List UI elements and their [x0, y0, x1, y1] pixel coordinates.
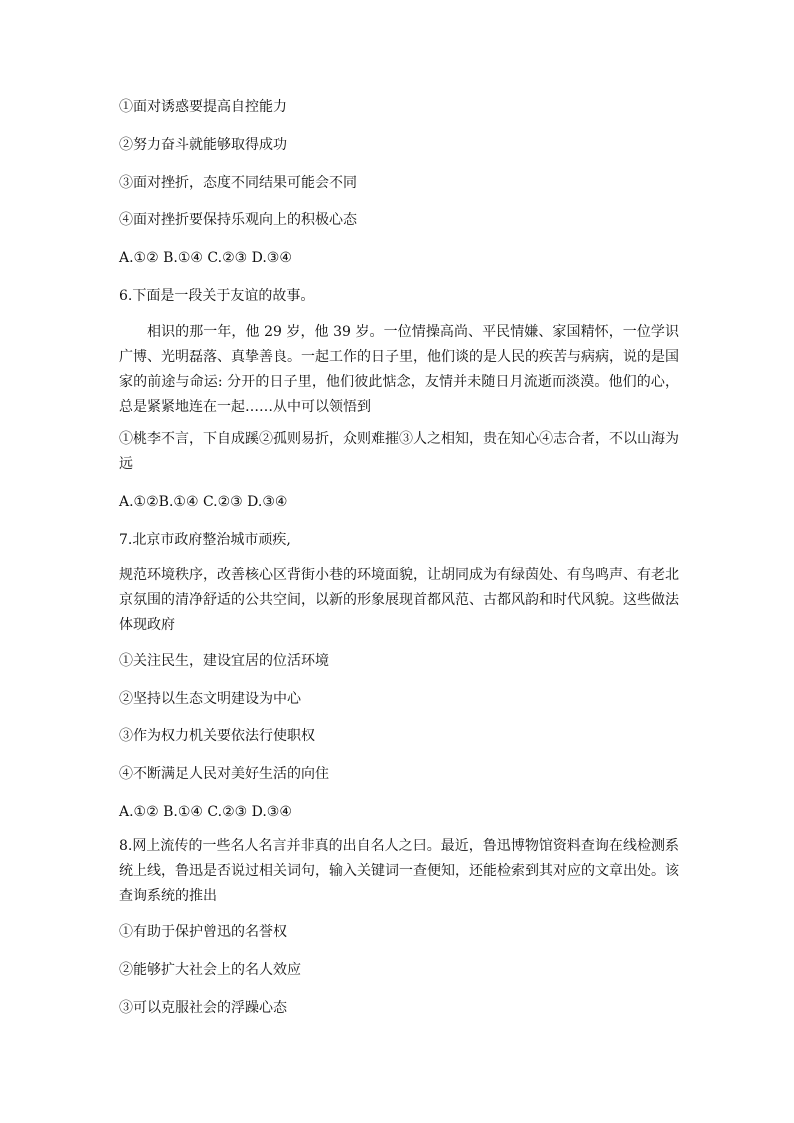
- q8-option-3: ③可以克服社会的浮躁心态: [119, 1000, 287, 1016]
- q5-option-1: ①面对诱惑要提高自控能力: [119, 99, 287, 115]
- q6-options: ①桃李不言，下自成蹊②孤则易折，众则难摧③人之相知，贵在知心④志合者，不以山海为远: [119, 431, 679, 472]
- q7-option-2: ②坚持以生态文明建设为中心: [119, 691, 301, 707]
- q7-option-1: ①关注民生，建设宜居的位活环境: [119, 653, 329, 669]
- q6-choices: A.①②B.①④ C.②③ D.③④: [119, 494, 288, 510]
- q5-choices: A.①② B.①④ C.②③ D.③④: [119, 250, 292, 266]
- q7-option-4: ④不断满足人民对美好生活的向住: [119, 766, 329, 782]
- q5-option-2: ②努力奋斗就能够取得成功: [119, 137, 287, 153]
- q6-stem: 6.下面是一段关于友谊的故事。: [119, 288, 315, 304]
- q8-stem: 8.网上流传的一些名人名言并非真的出自名人之曰。最近，鲁迅博物馆资料查询在线检测系统上线，鲁迅是否说过相关词句，输入关键词一查便知，还能检索到其对应的文章出处。该查询系统的推出: [119, 838, 679, 904]
- q7-passage: 规范环境秩序，改善核心区背街小巷的环境面貌，让胡同成为有绿茵处、有鸟鸣声、有老北京氛围的清净舒适的公共空间，以新的形象展现首都风范、古都风韵和时代风貌。这些做法体现政府: [119, 567, 679, 633]
- q7-choices: A.①② B.①④ C.②③ D.③④: [119, 804, 292, 820]
- q7-option-3: ③作为权力机关要依法行使职权: [119, 728, 315, 744]
- q8-option-1: ①有助于保护曾迅的名誉权: [119, 924, 287, 940]
- q5-option-4: ④面对挫折要保持乐观向上的积极心态: [119, 212, 357, 228]
- q6-passage: 相识的那一年，他 29 岁，他 39 岁。一位情操高尚、平民情嫌、家国精怀，一位学识广博、光明磊落、真挚善良。一起工作的日子里，他们谈的是人民的疾苦与病病，说的是国家的前途与命运: 分开的日子里，他们彼此惦念，友情并未随日月流逝而淡漠。他们的心，总是紧紧地连在一起……从中可以领悟到: [119, 324, 679, 415]
- q5-option-3: ③面对挫折，态度不同结果可能会不同: [119, 175, 357, 191]
- q8-option-2: ②能够扩大社会上的名人效应: [119, 962, 301, 978]
- q7-stem: 7.北京市政府整治城市顽疾,: [119, 532, 291, 548]
